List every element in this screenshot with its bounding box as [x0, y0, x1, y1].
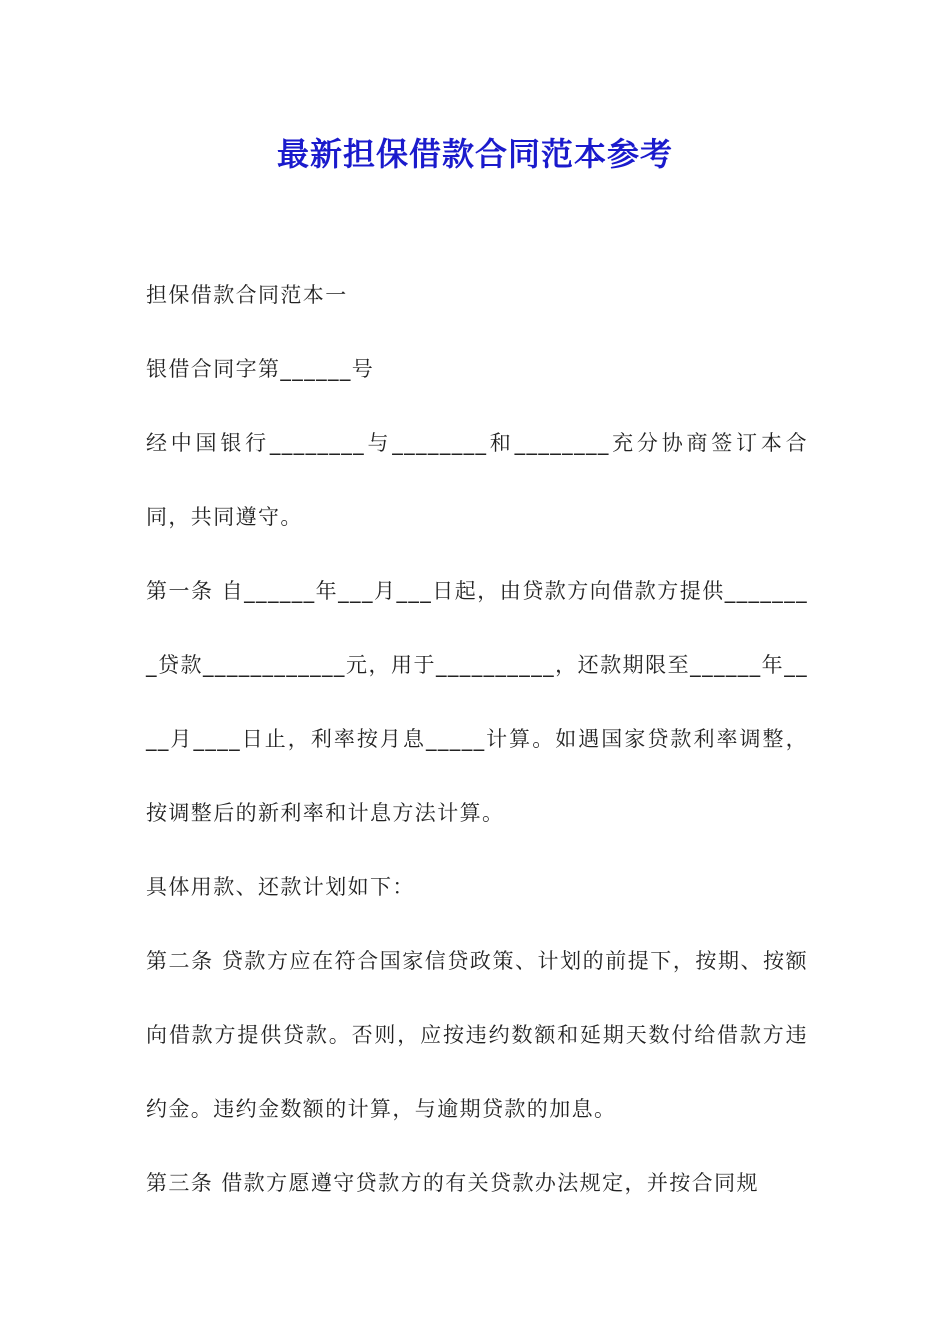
article-2-paragraph: 第二条 贷款方应在符合国家信贷政策、计划的前提下，按期、按额向借款方提供贷款。否则，应按违约数额和延期天数付给借款方违约金。违约金数额的计算，与逾期贷款的加息。	[146, 949, 808, 1121]
document-body	[146, 258, 808, 1220]
document-title: 最新担保借款合同范本参考	[276, 135, 673, 173]
plan-intro-line: 具体用款、还款计划如下：	[146, 875, 415, 899]
article-3-paragraph: 第三条 借款方愿遵守贷款方的有关贷款办法规定，并按合同规	[146, 1171, 759, 1195]
section-heading: 担保借款合同范本一	[146, 283, 348, 307]
preamble-paragraph: 经中国银行________与________和________充分协商签订本合同，共同遵守。	[146, 431, 808, 529]
article-1-paragraph: 第一条 自______年___月___日起，由贷款方向借款方提供________贷款____________元，用于__________，还款期限至______年____月____日止，利率按月息_____计算。如遇国家贷款利率调整，按调整后的新利率和计息方法计算。	[146, 579, 808, 825]
contract-number-line: 银借合同字第______号	[146, 357, 375, 381]
